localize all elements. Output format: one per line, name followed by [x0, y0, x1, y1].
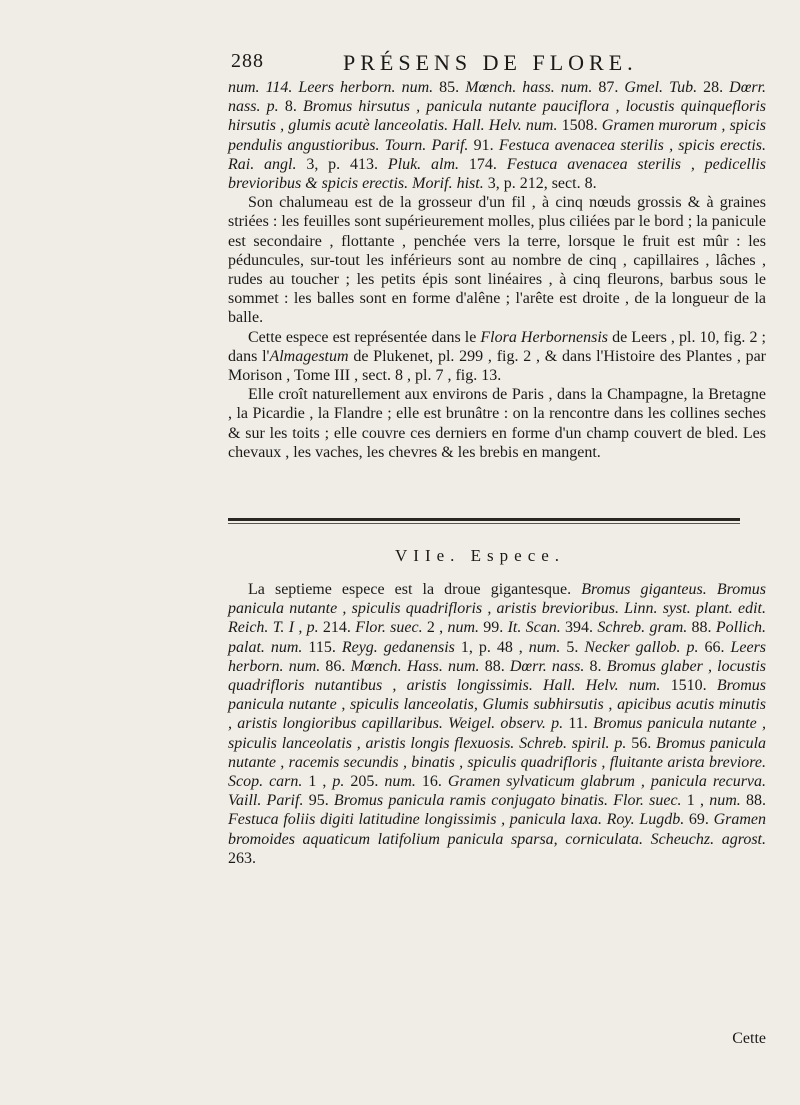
- italic-text-run: Dœrr. nass. p.: [228, 79, 767, 116]
- italic-text-run: Reyg. gedanensis: [341, 638, 461, 656]
- catchword: Cette: [732, 1030, 766, 1047]
- text-run: 1508.: [561, 117, 602, 135]
- italic-text-run: num.: [447, 619, 484, 637]
- text-run: 85.: [439, 79, 466, 96]
- paragraph: [228, 78, 766, 193]
- italic-text-run: Gramen murorum , spicis pendulis angustioribus. Tourn. Parif.: [228, 117, 767, 154]
- paragraph: [228, 385, 766, 462]
- italic-text-run: num.: [709, 792, 747, 810]
- italic-text-run: Gmel. Tub.: [624, 79, 704, 96]
- italic-text-run: Mœnch. Hass. num.: [350, 657, 485, 675]
- text-run: 28.: [703, 79, 730, 96]
- text-run: 95.: [308, 792, 334, 810]
- italic-text-run: num.: [384, 773, 422, 791]
- text-run: 8.: [284, 98, 303, 116]
- text-run: 88.: [691, 619, 716, 637]
- italic-text-run: Bromus panicula nutante , racemis secundis , binatis , spiculis quadrifloris , fluitante arista breviore. Scop. carn.: [228, 734, 767, 791]
- text-run: 86.: [325, 657, 351, 675]
- running-title: PRÉSENS DE FLORE.: [343, 50, 638, 75]
- section-divider-rule: [228, 518, 740, 521]
- italic-text-run: Almagestum: [269, 347, 349, 365]
- italic-text-run: Flora Herbornensis: [480, 328, 609, 346]
- text-run: Elle croît naturellement aux environs de Paris , dans la Champagne, la Bretagne , la Picardie , la Flandre ; elle est brunâtre : on la rencontre dans les collines seches & sur les toits ; elle couvre ces derniers en forme d'un champ couvert de bled. Les chevaux , les vaches, les chevres & les brebis en mangent.: [228, 386, 766, 461]
- text-run: 87.: [598, 79, 625, 96]
- text-run: 1 ,: [686, 792, 710, 810]
- italic-text-run: Gramen bromoides aquaticum latifolium panicula sparsa, corniculata. Scheuchz. agrost.: [228, 811, 766, 848]
- page-header: [231, 50, 675, 80]
- text-run: 99.: [483, 619, 508, 637]
- italic-text-run: Necker gallob. p.: [584, 638, 705, 656]
- text-run: 394.: [565, 619, 598, 637]
- text-run: 8.: [589, 657, 607, 675]
- text-run: de Leers , pl. 10, fig. 2 ; dans l': [228, 328, 766, 365]
- italic-text-run: Festuca avenacea sterilis , pedicellis brevioribus & spicis erectis. Morif. hist.: [228, 155, 766, 193]
- text-run: 16.: [421, 773, 448, 791]
- text-run: 263.: [228, 849, 256, 867]
- text-run: 11.: [568, 715, 594, 733]
- text-run: 88.: [484, 657, 510, 675]
- italic-text-run: p.: [332, 773, 351, 791]
- italic-text-run: Leers herborn. num.: [298, 79, 440, 96]
- text-run: 115.: [308, 638, 342, 656]
- section-title: VIIe. Espece.: [395, 546, 566, 565]
- text-run: 3, p. 212, sect. 8.: [487, 175, 597, 193]
- text-run: La septieme espece est la droue gigantesque.: [248, 581, 582, 598]
- paragraph: [228, 580, 766, 868]
- italic-text-run: Mœnch. hass. num.: [465, 79, 599, 96]
- italic-text-run: Bromus glaber , locustis quadrifloris nutantibus , aristis longissimis. Hall. Helv. num.: [228, 657, 767, 695]
- text-block-lower: [228, 580, 766, 868]
- text-run: 66.: [704, 638, 731, 656]
- text-run: Son chalumeau est de la grosseur d'un fil , à cinq nœuds grossis & à graines striées : les feuilles sont supérieurement molles, plus ciliées par le bord ; la panicule est secondaire , flottante , penchée vers la terre, lorsque le fruit est mûr : les péduncules, sur-tout les inférieurs sont au nombre de cinq , capillaires , lâches , rudes au toucher ; les petits épis sont linéaires , à cinq fleurons, barbus sous le sommet : les balles sont en forme d'alêne ; l'arête est droite , de la longueur de la balle.: [228, 194, 766, 327]
- text-run: 56.: [631, 734, 657, 752]
- text-run: 2 ,: [426, 619, 448, 637]
- text-run: 5.: [566, 638, 585, 656]
- italic-text-run: num. 114.: [228, 79, 299, 96]
- text-run: 3, p. 413.: [306, 155, 388, 173]
- text-run: Cette espece est représentée dans le: [248, 328, 481, 346]
- paragraph: [228, 193, 766, 327]
- text-run: 69.: [688, 811, 714, 829]
- italic-text-run: num.: [528, 638, 567, 656]
- text-block-upper: [228, 78, 766, 462]
- italic-text-run: Bromus hirsutus , panicula nutante pauciflora , locustis quinquefloris hirsutis , glumis acutè lanceolatis. Hall. Helv. num.: [228, 98, 767, 135]
- italic-text-run: Bromus panicula nutante , spiculis lanceolatis , aristis longis flexuosis. Schreb. spiril. p.: [228, 715, 767, 752]
- text-run: 91.: [473, 136, 499, 154]
- italic-text-run: Flor. suec.: [355, 619, 427, 637]
- text-run: de Plukenet, pl. 299 , fig. 2 , & dans l'Histoire des Plantes , par Morison , Tome III , sect. 8 , pl. 7 , fig. 13.: [228, 347, 767, 385]
- italic-text-run: Festuca foliis digiti latitudine longissimis , panicula laxa. Roy. Lugdb.: [228, 811, 689, 829]
- text-run: 205.: [350, 773, 385, 791]
- text-run: 1510.: [670, 677, 717, 695]
- page-number: 288: [231, 50, 264, 72]
- italic-text-run: It. Scan.: [507, 619, 566, 637]
- italic-text-run: Festuca avenacea sterilis , spicis erectis. Rai. angl.: [228, 136, 767, 173]
- italic-text-run: Dœrr. nass.: [509, 657, 590, 675]
- text-run: 174.: [468, 155, 507, 173]
- section-divider-thin-rule: [228, 523, 740, 524]
- text-run: 214.: [322, 619, 356, 637]
- italic-text-run: Pluk. alm.: [387, 155, 469, 173]
- text-run: 1, p. 48 ,: [460, 638, 529, 656]
- italic-text-run: Bromus giganteus. Bromus panicula nutante , spiculis quadrifloris , aristis brevioribus. Linn. syst. plant. edit. Reich. T. I , p.: [228, 581, 767, 637]
- italic-text-run: Leers herborn. num.: [228, 638, 767, 675]
- italic-text-run: Pollich. palat. num.: [228, 619, 767, 656]
- paragraph: [228, 328, 766, 386]
- italic-text-run: Gramen sylvaticum glabrum , panicula recurva. Vaill. Parif.: [228, 773, 767, 810]
- text-run: 1 ,: [308, 773, 333, 791]
- italic-text-run: Bromus panicula ramis conjugato binatis. Flor. suec.: [333, 792, 687, 810]
- text-run: 88.: [746, 792, 767, 810]
- italic-text-run: Bromus panicula nutante , spiculis lanceolatis, Glumis subhirsutis , apicibus acutis minutis , aristis longioribus capillaribus. Weigel. observ. p.: [228, 677, 767, 733]
- italic-text-run: Schreb. gram.: [597, 619, 692, 637]
